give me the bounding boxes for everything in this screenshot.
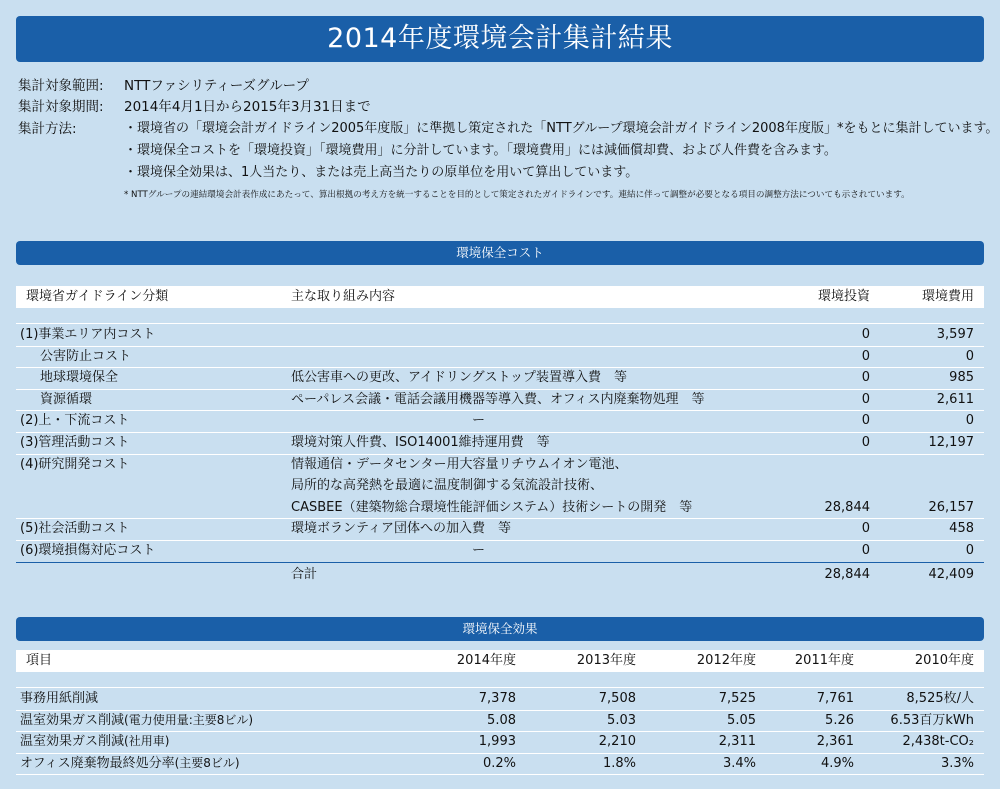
header-2013: 2013年度 [576, 653, 636, 668]
header-expense: 環境費用 [921, 289, 974, 304]
cost-expense: 0 [965, 543, 974, 558]
cost-investment: 0 [861, 391, 870, 407]
period-value: 2014年4月1日から2015年3月31日まで [124, 99, 371, 115]
effect-value-y2013: 1.8% [602, 755, 636, 771]
cost-category: (3)管理活動コスト [20, 435, 130, 450]
cost-row-divider [16, 410, 984, 411]
total-expense: 42,409 [928, 566, 974, 582]
effect-value-y2011: 2,361 [816, 734, 854, 749]
scope-label: 集計対象範囲: [18, 78, 104, 94]
effect-value-y2014: 7,378 [478, 691, 516, 706]
effect-row-divider [16, 731, 984, 732]
effect-value-y2012: 3.4% [722, 755, 756, 771]
cost-activity: 局所的な高発熱を最適に温度制御する気流設計技術、 [291, 478, 604, 494]
cost-expense: 3,597 [936, 327, 974, 342]
cost-row [16, 389, 984, 411]
method-bullet-3: ・環境保全効果は、1人当たり、または売上高当たりの原単位を用いて算出しています。 [124, 165, 639, 180]
effect-item-name: オフィス廃棄物最終処分率 [20, 755, 175, 771]
cost-expense: 0 [965, 348, 974, 364]
period-label: 集計対象期間: [18, 99, 104, 115]
cost-category: (6)環境損傷対応コスト [20, 543, 156, 558]
effect-value-y2013: 5.03 [607, 712, 636, 728]
cost-row-divider [16, 518, 984, 519]
cost-activity: 環境ボランティア団体への加入費 等 [291, 521, 511, 537]
cost-investment: 0 [861, 370, 870, 386]
effect-item [20, 753, 240, 774]
effect-item-name: 事務用紙削減 [20, 691, 99, 706]
cost-activity: ペーパレス会議・電話会議用機器等導入費、オフィス内廃棄物処理 等 [291, 391, 705, 407]
cost-category: (4)研究開発コスト [20, 456, 130, 472]
effect-value-y2011: 4.9% [820, 755, 854, 771]
cost-investment: 0 [861, 521, 870, 537]
method-bullet-2: ・環境保全コストを「環境投資」「環境費用」に分計しています。「環境費用」には減価償却費、および人件費を含みます。 [124, 143, 837, 158]
effect-value-y2013: 2,210 [598, 734, 636, 749]
cost-investment: 0 [861, 348, 870, 364]
effect-item-name: 温室効果ガス削減 [20, 734, 125, 749]
cost-investment: 0 [861, 543, 870, 558]
cost-row-divider [16, 454, 984, 455]
cost-row [16, 518, 984, 540]
header-2014: 2014年度 [456, 653, 516, 668]
total-investment: 28,844 [824, 566, 870, 582]
cost-investment: 0 [861, 327, 870, 342]
effect-value-y2014: 0.2% [482, 755, 516, 771]
cost-expense: 12,197 [928, 435, 974, 450]
effect-row-divider [16, 710, 984, 711]
cost-expense: 26,157 [928, 499, 974, 515]
effect-row [16, 688, 984, 709]
cost-section-title: 環境保全コスト [16, 241, 984, 265]
method-label: 集計方法: [18, 121, 77, 137]
method-bullet-1: ・環境省の「環境会計ガイドライン2005年度版」に準拠し策定された「NTTグループ環境会計ガイドライン2008年度版」*をもとに集計しています。 [124, 121, 999, 136]
cost-row [16, 454, 984, 519]
cost-row [16, 367, 984, 389]
cost-expense: 0 [965, 413, 974, 429]
effect-value-y2010: 3.3% [940, 755, 974, 771]
effect-table-header [16, 650, 984, 672]
cost-expense: 985 [949, 370, 974, 386]
header-activity: 主な取り組み内容 [291, 289, 396, 304]
footnote: * NTTグループの連結環境会計表作成にあたって、算出根拠の考え方を統一することを目的として策定されたガイドラインです。連結に伴って調整が必要となる項目の調整方法についても示されています。 [124, 190, 910, 200]
effect-value-y2011: 7,761 [816, 691, 854, 706]
cost-category: (1)事業エリア内コスト [20, 327, 156, 342]
cost-row-divider [16, 540, 984, 541]
effect-item [20, 688, 98, 709]
cost-row-divider [16, 562, 984, 563]
effect-item-note: (電力使用量:主要8ビル) [124, 712, 254, 727]
effect-value-y2011: 5.26 [825, 712, 854, 728]
header-category: 環境省ガイドライン分類 [26, 289, 169, 304]
cost-category: 資源循環 [40, 391, 93, 407]
cost-row-divider [16, 323, 984, 324]
cost-activity: 情報通信・データセンター用大容量リチウムイオン電池、 [291, 456, 628, 472]
header-investment: 環境投資 [817, 289, 870, 304]
cost-row [16, 410, 984, 432]
effect-row-divider [16, 753, 984, 754]
effect-row [16, 710, 984, 731]
cost-row-divider [16, 432, 984, 433]
cost-row [16, 324, 984, 346]
effect-section-title: 環境保全効果 [16, 617, 984, 641]
cost-table-header [16, 286, 984, 308]
effect-value-y2013: 7,508 [598, 691, 636, 706]
effect-value-y2012: 5.05 [727, 712, 756, 728]
effect-item-note: (主要8ビル) [174, 755, 240, 770]
cost-expense: 458 [949, 521, 974, 537]
effect-row-divider [16, 774, 984, 775]
effect-value-y2010: 2,438t-CO₂ [902, 734, 974, 749]
cost-activity: ー [472, 543, 486, 558]
cost-category: 地球環境保全 [40, 370, 119, 386]
total-label: 合計 [291, 566, 318, 582]
cost-category: (2)上・下流コスト [20, 413, 130, 429]
cost-total-row [16, 564, 984, 585]
cost-activity: ー [472, 413, 486, 429]
cost-category: 公害防止コスト [40, 348, 132, 364]
cost-activity: CASBEE（建築物総合環境性能評価システム）技術シートの開発 等 [291, 499, 693, 515]
effect-value-y2014: 1,993 [478, 734, 516, 749]
effect-value-y2010: 6.53百万kWh [890, 712, 974, 728]
cost-row-divider [16, 389, 984, 390]
header-2010: 2010年度 [914, 653, 974, 668]
effect-item-name: 温室効果ガス削減 [20, 712, 125, 728]
cost-expense: 2,611 [936, 391, 974, 407]
header-2012: 2012年度 [696, 653, 756, 668]
cost-row [16, 432, 984, 454]
cost-investment: 28,844 [824, 499, 870, 515]
effect-row [16, 731, 984, 752]
effect-value-y2012: 2,311 [718, 734, 756, 749]
cost-row [16, 346, 984, 368]
effect-row-divider [16, 687, 984, 688]
effect-value-y2014: 5.08 [487, 712, 516, 728]
cost-investment: 0 [861, 413, 870, 429]
effect-item-note: (社用車) [124, 734, 170, 748]
effect-value-y2012: 7,525 [718, 691, 756, 706]
cost-row-divider [16, 346, 984, 347]
cost-investment: 0 [861, 435, 870, 450]
effect-item [20, 710, 253, 731]
cost-activity: 環境対策人件費、ISO14001維持運用費 等 [291, 435, 550, 450]
effect-row [16, 753, 984, 774]
header-item: 項目 [26, 653, 53, 668]
cost-category: (5)社会活動コスト [20, 521, 130, 537]
effect-value-y2010: 8,525枚/人 [906, 691, 974, 706]
cost-row-divider [16, 367, 984, 368]
effect-item [20, 731, 169, 752]
scope-value: NTTファシリティーズグループ [124, 78, 309, 94]
header-2011: 2011年度 [794, 653, 854, 668]
page-title: 2014年度環境会計集計結果 [16, 16, 984, 62]
cost-activity: 低公害車への更改、アイドリングストップ装置導入費 等 [291, 370, 628, 386]
cost-row [16, 540, 984, 562]
